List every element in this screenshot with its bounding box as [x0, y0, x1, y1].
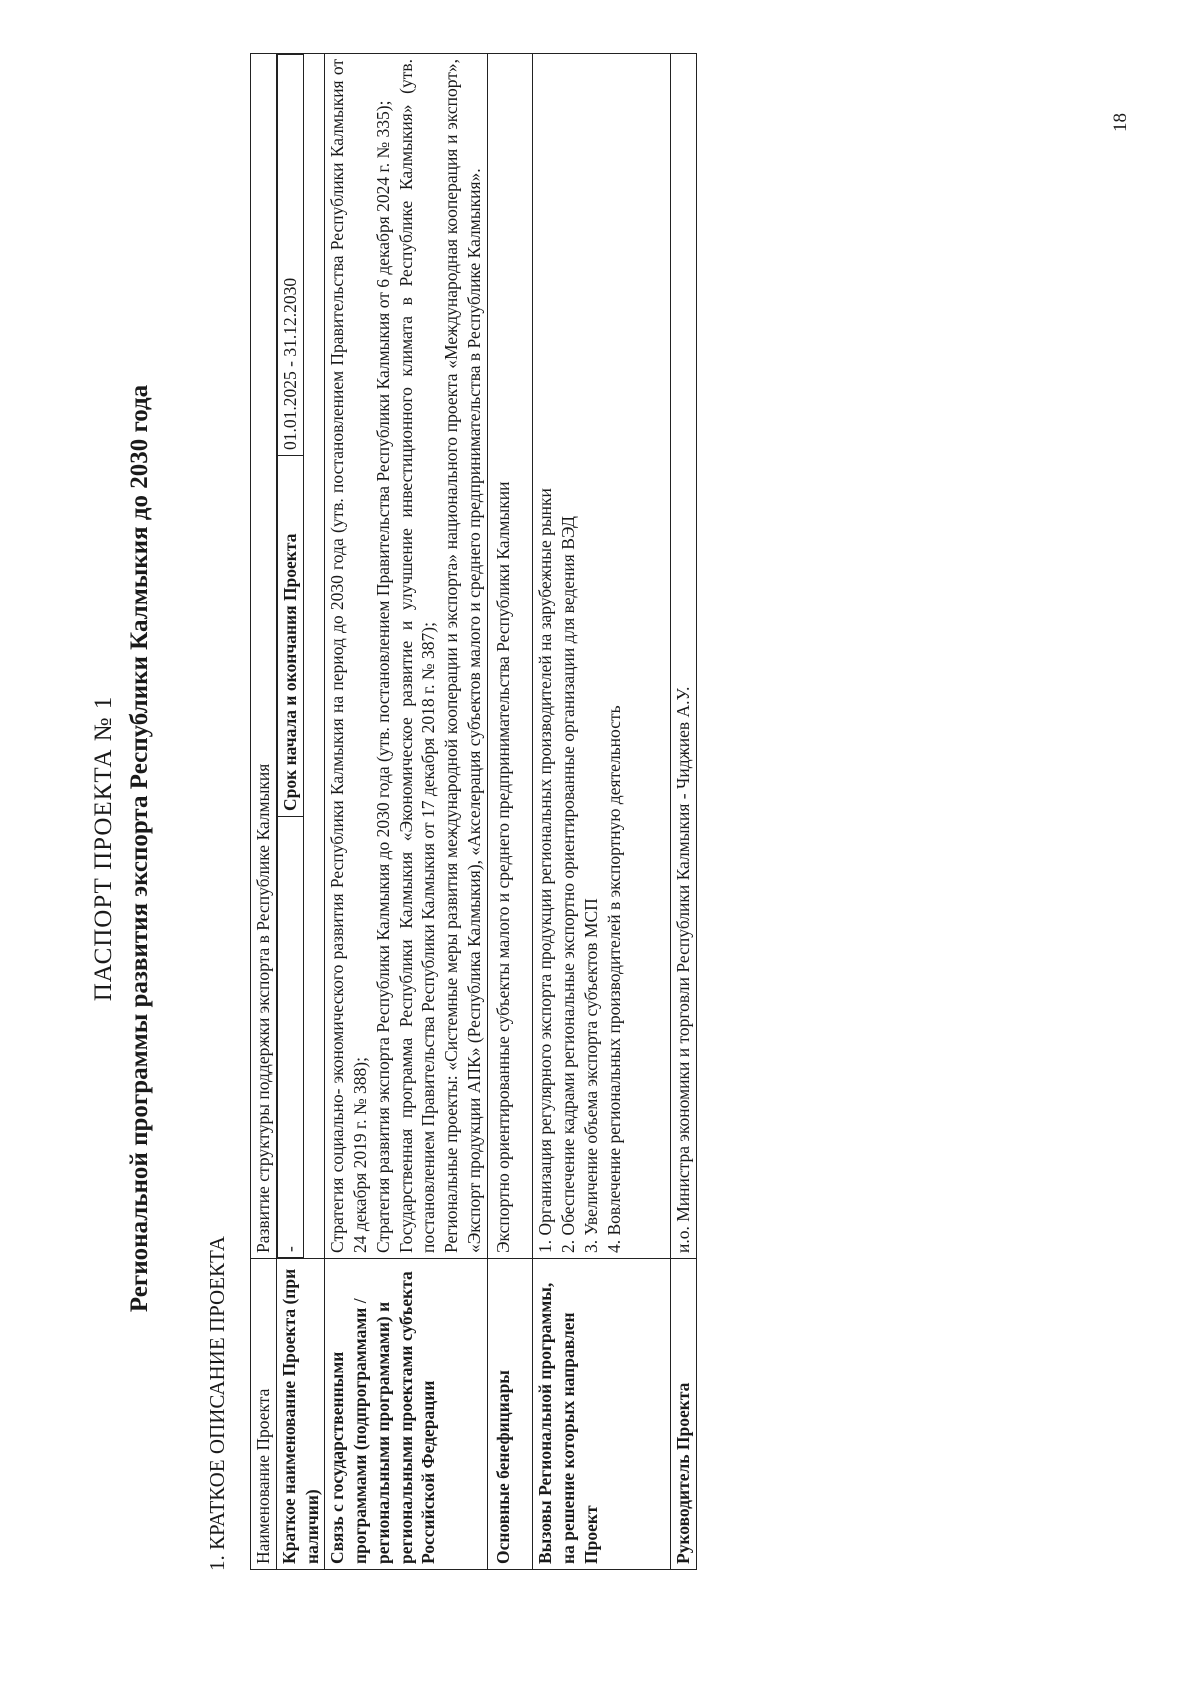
table-row	[325, 54, 487, 1570]
links-label: Связь с государственными программами (подпрограммами / региональными программами) и региональными проектами субъекта Российской Федерации	[325, 1259, 487, 1570]
name-value: Развитие структуры поддержки экспорта в Республике Калмыкия	[251, 54, 277, 1259]
short-name-term-row	[277, 54, 304, 1258]
table-row	[533, 54, 671, 1570]
page-number: 18	[1110, 113, 1131, 132]
table-row	[251, 54, 277, 1570]
section-heading: 1. КРАТКОЕ ОПИСАНИЕ ПРОЕКТА	[205, 1236, 229, 1571]
table-row	[671, 54, 697, 1570]
table-row	[276, 54, 325, 1570]
short-name-value: -	[277, 817, 303, 1258]
head-label: Руководитель Проекта	[671, 1259, 697, 1570]
challenge-item: 4. Вовлечение региональных производителей в экспортную деятельность	[603, 705, 624, 1253]
project-passport-table	[250, 53, 697, 1570]
name-label: Наименование Проекта	[251, 1259, 277, 1570]
link-item: Стратегия социально- экономического развития Республики Калмыкия на период до 2030 года (утв. постановлением Правительства Республики Калмыкия от 24 декабря 2019 г. № 388);	[327, 59, 370, 1253]
challenges-label: Вызовы Региональной программы, на решение которых направлен Проект	[533, 1259, 671, 1570]
challenges-value	[533, 54, 671, 1259]
beneficiaries-value: Экспортно ориентированные субъекты малого и среднего предпринимательства Республики Калмыкии	[487, 54, 533, 1259]
link-item: Государственная программа Республики Калмыкия «Экономическое развитие и улучшение инвестиционного климата в Республике Калмыкия» (утв. постановлением Правительства Республики Калмыкия от 17 декабря 2018 г. № 387);	[395, 59, 439, 1253]
challenge-item: 2. Обеспечение кадрами региональные экспортно ориентированные организации для ведения ВЭД	[558, 516, 578, 1253]
links-value	[325, 54, 487, 1259]
table-row	[487, 54, 533, 1570]
challenge-item: 1. Организация регулярного экспорта продукции региональных производителей на зарубежные рынки	[535, 488, 556, 1253]
document-subtitle: Региональной программы развития экспорта Республики Калмыкия до 2030 года	[126, 384, 153, 1313]
link-item: Региональные проекты: «Системные меры развития международной кооперации и экспорта» национального проекта «Международная кооперация и экспорт», «Экспорт продукции АПК» (Республика Калмыкия), «Акселерация субъектов малого и среднего предпринимательства в Республике Калмыкия».	[441, 59, 484, 1253]
challenge-item: 3. Увеличение объема экспорта субъектов МСП	[580, 898, 601, 1253]
term-value: 01.01.2025 - 31.12.2030	[277, 55, 303, 456]
beneficiaries-label: Основные бенефициары	[487, 1259, 533, 1570]
term-label: Срок начала и окончания Проекта	[277, 456, 303, 817]
head-value: и.о. Министра экономики и торговли Республики Калмыкия - Чиджиев А.У.	[671, 54, 697, 1259]
document-title: ПАСПОРТ ПРОЕКТА № 1	[90, 695, 117, 1002]
short-name-label: Краткое наименование Проекта (при наличии)	[276, 1259, 325, 1570]
link-item: Стратегия развития экспорта Республики Калмыкия до 2030 года (утв. постановлением Правительства Республики Калмыкия от 6 декабря 2024 г. № 335);	[372, 100, 393, 1253]
